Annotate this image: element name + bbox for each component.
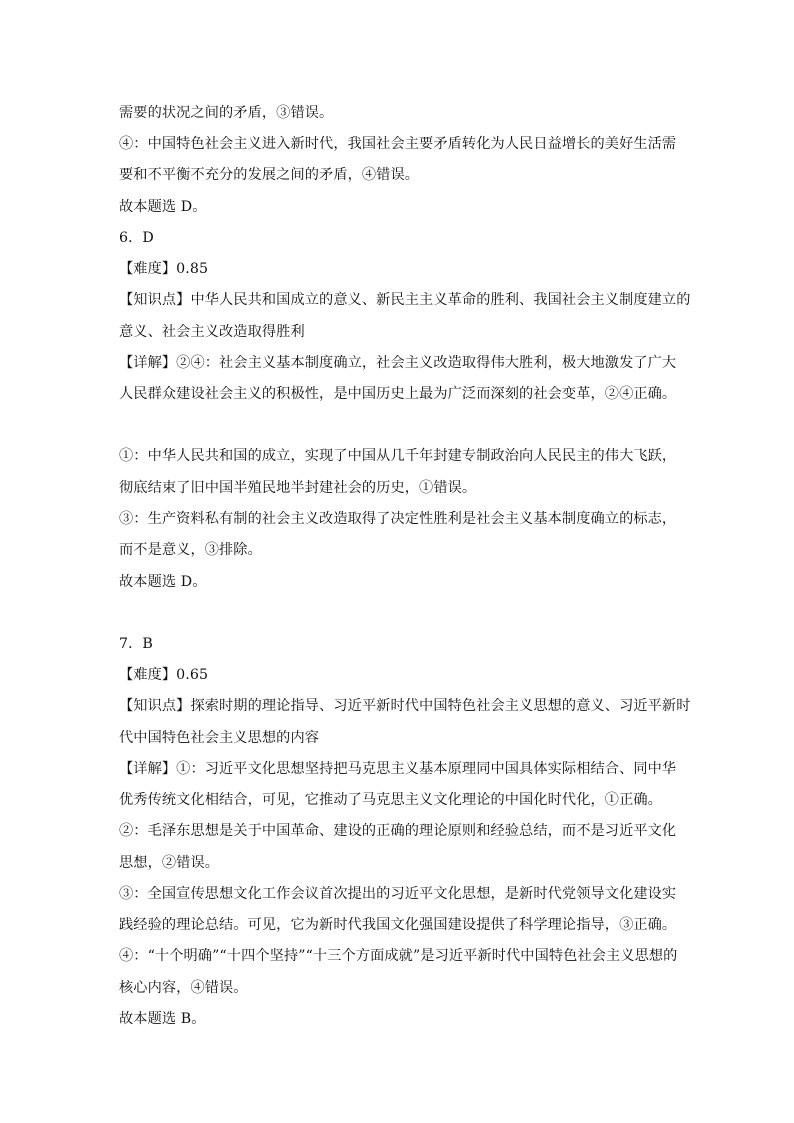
text-line: 优秀传统文化相结合，可见，它推动了马克思主义文化理论的中国化时代化，①正确。 <box>119 792 662 808</box>
knowledge-point-line: 【知识点】中华人民共和国成立的意义、新民主主义革命的胜利、我国社会主义制度建立的 <box>119 292 691 308</box>
question-answer: 6．D <box>119 230 154 246</box>
text-line: 要和不平衡不充分的发展之间的矛盾，④错误。 <box>119 167 420 183</box>
text-line: 思想，②错误。 <box>119 855 220 871</box>
text-line: 故本题选 B。 <box>119 1011 206 1027</box>
text-line: ③：生产资料私有制的社会主义改造取得了决定性胜利是社会主义基本制度确立的标志， <box>119 511 677 527</box>
difficulty-line: 【难度】0.65 <box>119 667 209 683</box>
text-line: 故本题选 D。 <box>119 199 207 215</box>
knowledge-point-line: 【知识点】探索时期的理论指导、习近平新时代中国特色社会主义思想的意义、习近平新时 <box>119 698 691 714</box>
text-line: 人民群众建设社会主义的积极性，是中国历史上最为广泛而深刻的社会变革，②④正确。 <box>119 386 677 402</box>
question-answer: 7．B <box>119 636 153 652</box>
explanation-line: 【详解】①：习近平文化思想坚持把马克思主义基本原理同中国具体实际相结合、同中华 <box>119 761 677 777</box>
text-line: 需要的状况之间的矛盾，③错误。 <box>119 105 334 121</box>
text-line: 代中国特色社会主义思想的内容 <box>119 730 320 746</box>
text-line: 彻底结束了旧中国半殖民地半封建社会的历史，①错误。 <box>119 480 477 496</box>
difficulty-line: 【难度】0.85 <box>119 261 209 277</box>
text-line: ④：“十个明确”“十四个坚持”“十三个方面成就”是习近平新时代中国特色社会主义思想的 <box>119 948 678 964</box>
text-line: 核心内容，④错误。 <box>119 980 248 996</box>
explanation-line: 【详解】②④：社会主义基本制度确立，社会主义改造取得伟大胜利，极大地激发了广大 <box>119 355 677 371</box>
text-line: ④：中国特色社会主义进入新时代，我国社会主要矛盾转化为人民日益增长的美好生活需 <box>119 136 677 152</box>
text-line: 践经验的理论总结。可见，它为新时代我国文化强国建设提供了科学理论指导，③正确。 <box>119 917 677 933</box>
text-line: 意义、社会主义改造取得胜利 <box>119 324 305 340</box>
text-line: ③：全国宣传思想文化工作会议首次提出的习近平文化思想，是新时代党领导文化建设实 <box>119 886 677 902</box>
text-line: ①：中华人民共和国的成立，实现了中国从几千年封建专制政治向人民民主的伟大飞跃， <box>119 448 677 464</box>
text-line: 故本题选 D。 <box>119 574 207 590</box>
text-line: ②：毛泽东思想是关于中国革命、建设的正确的理论原则和经验总结，而不是习近平文化 <box>119 823 677 839</box>
text-line: 而不是意义，③排除。 <box>119 542 262 558</box>
